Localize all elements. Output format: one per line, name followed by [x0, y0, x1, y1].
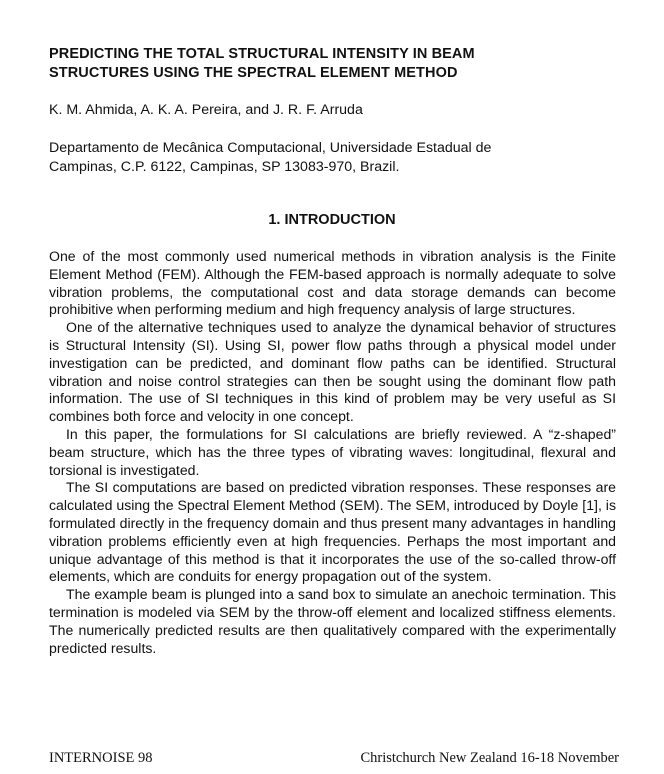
paper-title — [49, 45, 629, 83]
paragraph-5: The example beam is plunged into a sand box to simulate an anechoic termination. This termination is modeled via SEM by the throw-off element and localized stiffness elements. The numerically predicted results are then qualitatively compared with the experimentally predicted results. — [49, 586, 616, 656]
paragraph-4: The SI computations are based on predicted vibration responses. These responses are calculated using the Spectral Element Method (SEM). The SEM, introduced by Doyle [1], is formulated directly in the frequency domain and thus present many advantages in handling vibration problems efficiently even at high frequencies. Perhaps the most important and unique advantage of this method is that it incorporates the use of the so-called throw-off elements, which are conduits for energy propagation out of the system. — [49, 479, 616, 585]
author-list: K. M. Ahmida, A. K. A. Pereira, and J. R. F. Arruda — [49, 102, 363, 118]
affiliation — [49, 139, 629, 177]
paragraph-1: One of the most commonly used numerical methods in vibration analysis is the Finite Element Method (FEM). Although the FEM-based approach is normally adequate to solve vibration problems, the computational cost and data storage demands can become prohibitive when performing medium and high frequency analysis of large structures. — [49, 248, 616, 318]
page-footer — [49, 749, 619, 767]
footer-location-date: Christchurch New Zealand 16-18 November — [360, 750, 619, 766]
affiliation-line-1: Departamento de Mecânica Computacional, Universidade Estadual de — [49, 140, 492, 156]
footer-conference: INTERNOISE 98 — [49, 750, 153, 766]
affiliation-line-2: Campinas, C.P. 6122, Campinas, SP 13083-970, Brazil. — [49, 159, 400, 175]
section-body — [49, 248, 616, 657]
title-line-1: PREDICTING THE TOTAL STRUCTURAL INTENSITY IN BEAM — [49, 46, 475, 62]
paragraph-2: One of the alternative techniques used to analyze the dynamical behavior of structures is Structural Intensity (SI). Using SI, power flow paths through a physical model under investigation can be predicted, and dominant flow paths can be identified. Structural vibration and noise control strategies can then be sought using the dominant flow path information. The use of SI techniques in this kind of problem may be very useful as SI combines both force and velocity in one concept. — [49, 319, 616, 425]
section-heading: 1. INTRODUCTION — [268, 212, 396, 228]
title-line-2: STRUCTURES USING THE SPECTRAL ELEMENT METHOD — [49, 65, 458, 81]
paragraph-3: In this paper, the formulations for SI calculations are briefly reviewed. A “z-shaped” beam structure, which has the three types of vibrating waves: longitudinal, flexural and torsional is investigated. — [49, 425, 616, 478]
